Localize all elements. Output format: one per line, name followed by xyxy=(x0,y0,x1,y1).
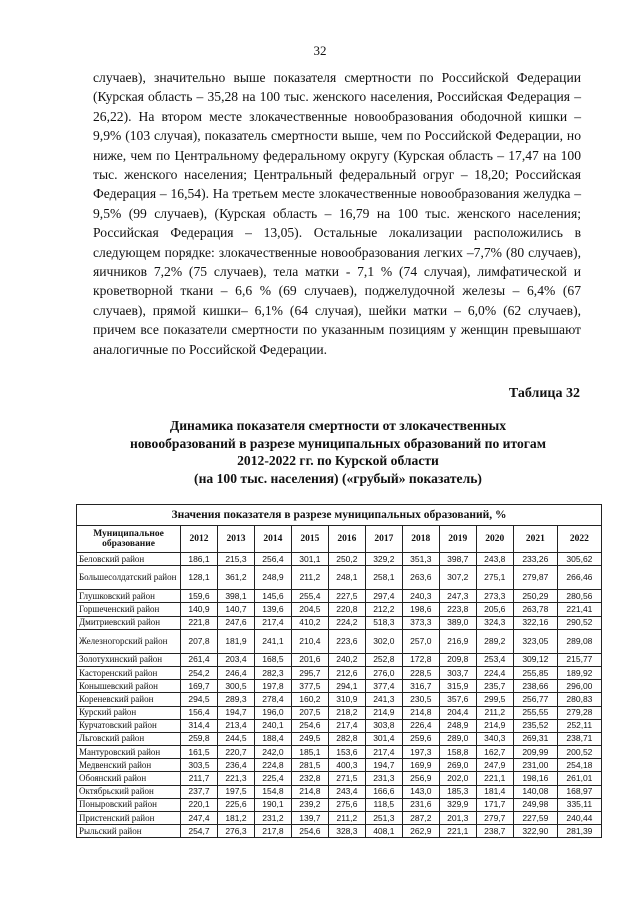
value-cell: 140,08 xyxy=(513,785,557,798)
value-cell: 263,6 xyxy=(402,566,439,590)
value-cell: 197,5 xyxy=(217,785,254,798)
value-cell: 198,16 xyxy=(513,772,557,785)
value-cell: 256,4 xyxy=(254,553,291,566)
table-row xyxy=(77,566,602,590)
value-cell: 194,7 xyxy=(217,706,254,719)
value-cell: 247,6 xyxy=(217,616,254,629)
value-cell: 230,5 xyxy=(402,693,439,706)
value-cell: 224,2 xyxy=(328,616,365,629)
value-cell: 240,44 xyxy=(557,812,601,825)
municipality-name: Мантуровский район xyxy=(77,746,181,759)
municipality-name: Кореневский район xyxy=(77,693,181,706)
value-cell: 221,3 xyxy=(217,772,254,785)
value-cell: 315,9 xyxy=(439,680,476,693)
value-cell: 213,4 xyxy=(217,719,254,732)
municipality-name: Большесолдатский район xyxy=(77,566,181,590)
value-cell: 329,9 xyxy=(439,798,476,811)
value-cell: 247,4 xyxy=(181,812,218,825)
table-row xyxy=(77,785,602,798)
value-cell: 153,6 xyxy=(328,746,365,759)
value-cell: 389,0 xyxy=(439,616,476,629)
value-cell: 232,8 xyxy=(291,772,328,785)
value-cell: 251,3 xyxy=(365,812,402,825)
value-cell: 250,29 xyxy=(513,590,557,603)
value-cell: 247,9 xyxy=(476,759,513,772)
value-cell: 214,9 xyxy=(476,719,513,732)
value-cell: 220,8 xyxy=(328,603,365,616)
value-cell: 217,4 xyxy=(328,719,365,732)
value-cell: 223,8 xyxy=(439,603,476,616)
value-cell: 303,7 xyxy=(439,666,476,679)
table-row xyxy=(77,746,602,759)
value-cell: 181,4 xyxy=(476,785,513,798)
value-cell: 294,5 xyxy=(181,693,218,706)
value-cell: 228,5 xyxy=(402,666,439,679)
municipality-name: Конышевский район xyxy=(77,680,181,693)
value-cell: 239,2 xyxy=(291,798,328,811)
value-cell: 225,4 xyxy=(254,772,291,785)
value-cell: 255,4 xyxy=(291,590,328,603)
value-cell: 215,3 xyxy=(217,553,254,566)
municipality-name: Горшеченский район xyxy=(77,603,181,616)
value-cell: 209,99 xyxy=(513,746,557,759)
table-title-line: 2012-2022 гг. по Курской области xyxy=(237,453,439,468)
value-cell: 240,3 xyxy=(402,590,439,603)
value-cell: 185,1 xyxy=(291,746,328,759)
value-cell: 351,3 xyxy=(402,553,439,566)
value-cell: 289,08 xyxy=(557,629,601,653)
municipality-name: Касторенский район xyxy=(77,666,181,679)
value-cell: 185,3 xyxy=(439,785,476,798)
value-cell: 214,8 xyxy=(402,706,439,719)
value-cell: 220,7 xyxy=(217,746,254,759)
value-cell: 238,66 xyxy=(513,680,557,693)
value-cell: 211,7 xyxy=(181,772,218,785)
value-cell: 299,5 xyxy=(476,693,513,706)
value-cell: 238,7 xyxy=(476,825,513,838)
value-cell: 253,4 xyxy=(476,653,513,666)
mortality-table xyxy=(76,504,602,838)
value-cell: 340,3 xyxy=(476,732,513,745)
value-cell: 254,7 xyxy=(181,825,218,838)
value-cell: 158,8 xyxy=(439,746,476,759)
value-cell: 309,12 xyxy=(513,653,557,666)
value-cell: 235,52 xyxy=(513,719,557,732)
value-cell: 140,9 xyxy=(181,603,218,616)
value-cell: 254,6 xyxy=(291,719,328,732)
value-cell: 217,8 xyxy=(254,825,291,838)
value-cell: 301,4 xyxy=(365,732,402,745)
table-row xyxy=(77,666,602,679)
value-cell: 169,9 xyxy=(402,759,439,772)
value-cell: 211,2 xyxy=(291,566,328,590)
value-cell: 221,41 xyxy=(557,603,601,616)
value-cell: 205,6 xyxy=(476,603,513,616)
column-header-year: 2014 xyxy=(254,526,291,553)
column-header-year: 2022 xyxy=(557,526,601,553)
value-cell: 256,9 xyxy=(402,772,439,785)
value-cell: 211,2 xyxy=(476,706,513,719)
value-cell: 254,6 xyxy=(291,825,328,838)
value-cell: 255,55 xyxy=(513,706,557,719)
value-cell: 227,59 xyxy=(513,812,557,825)
body-paragraph: случаев), значительно выше показателя смертности по Российской Федерации (Курская область – 35,28 на 100 тыс. женского населения, Российская Федерация – 26,22). На втором месте злокачественные новообразования ободочной кишки – 9,9% (103 случая), показатель смертности выше, чем по Российской Федерации, но ниже, чем по Центральному федеральному округу (Курская область – 17,47 на 100 тыс. женского населения; Центральный федеральный огруг – 18,20; Российская Федерация – 16,54). На третьем месте злокачественные новообразования желудка – 9,5% (99 случаев), (Курская область – 16,79 на 100 тыс. женского населения; Российская Федерация – 13,05). Остальные локализации расположились в следующем порядке: злокачественные новообразования легких –7,7% (80 случаев), яичников 7,2% (75 случаев), тела матки - 7,1 % (74 случая), лимфатической и кроветворной ткани – 6,6 % (69 случаев), поджелудочной железы – 6,4% (67 случаев), прямой кишки– 6,1% (64 случая), шейки матки – 6,0% (62 случаев), причем все показатели смертности по указанным позициям у женщин превышают аналогичные по Российской Федерации. xyxy=(93,70,581,357)
value-cell: 295,7 xyxy=(291,666,328,679)
value-cell: 168,97 xyxy=(557,785,601,798)
value-cell: 171,7 xyxy=(476,798,513,811)
value-cell: 241,3 xyxy=(365,693,402,706)
value-cell: 201,3 xyxy=(439,812,476,825)
municipality-name: Беловский район xyxy=(77,553,181,566)
value-cell: 143,0 xyxy=(402,785,439,798)
value-cell: 181,2 xyxy=(217,812,254,825)
table-title xyxy=(95,417,581,487)
value-cell: 200,52 xyxy=(557,746,601,759)
table-title-line: (на 100 тыс. населения) («грубый» показатель) xyxy=(194,470,482,486)
value-cell: 408,1 xyxy=(365,825,402,838)
column-header-year: 2013 xyxy=(217,526,254,553)
table-row xyxy=(77,653,602,666)
value-cell: 210,4 xyxy=(291,629,328,653)
value-cell: 172,8 xyxy=(402,653,439,666)
table-group-header: Значения показателя в разрезе муниципальных образований, % xyxy=(77,505,602,526)
value-cell: 231,2 xyxy=(254,812,291,825)
value-cell: 282,8 xyxy=(328,732,365,745)
value-cell: 281,39 xyxy=(557,825,601,838)
municipality-name: Глушковский район xyxy=(77,590,181,603)
value-cell: 287,2 xyxy=(402,812,439,825)
value-cell: 188,4 xyxy=(254,732,291,745)
value-cell: 377,5 xyxy=(291,680,328,693)
value-cell: 279,7 xyxy=(476,812,513,825)
value-cell: 275,1 xyxy=(476,566,513,590)
value-cell: 377,4 xyxy=(365,680,402,693)
value-cell: 214,9 xyxy=(365,706,402,719)
value-cell: 518,3 xyxy=(365,616,402,629)
value-cell: 224,4 xyxy=(476,666,513,679)
value-cell: 145,6 xyxy=(254,590,291,603)
value-cell: 252,8 xyxy=(365,653,402,666)
value-cell: 301,1 xyxy=(291,553,328,566)
value-cell: 201,6 xyxy=(291,653,328,666)
table-row xyxy=(77,553,602,566)
value-cell: 398,1 xyxy=(217,590,254,603)
value-cell: 218,2 xyxy=(328,706,365,719)
value-cell: 247,3 xyxy=(439,590,476,603)
value-cell: 166,6 xyxy=(365,785,402,798)
value-cell: 324,3 xyxy=(476,616,513,629)
value-cell: 196,0 xyxy=(254,706,291,719)
value-cell: 261,4 xyxy=(181,653,218,666)
value-cell: 361,2 xyxy=(217,566,254,590)
table-row xyxy=(77,629,602,653)
value-cell: 220,1 xyxy=(181,798,218,811)
value-cell: 224,8 xyxy=(254,759,291,772)
value-cell: 217,4 xyxy=(254,616,291,629)
value-cell: 231,00 xyxy=(513,759,557,772)
value-cell: 244,5 xyxy=(217,732,254,745)
value-cell: 276,0 xyxy=(365,666,402,679)
table-row xyxy=(77,616,602,629)
value-cell: 357,6 xyxy=(439,693,476,706)
value-cell: 329,2 xyxy=(365,553,402,566)
value-cell: 273,3 xyxy=(476,590,513,603)
municipality-name: Курчатовский район xyxy=(77,719,181,732)
municipality-name: Поныровский район xyxy=(77,798,181,811)
value-cell: 252,11 xyxy=(557,719,601,732)
value-cell: 181,9 xyxy=(217,629,254,653)
municipality-name: Золотухинский район xyxy=(77,653,181,666)
value-cell: 249,98 xyxy=(513,798,557,811)
municipality-name: Дмитриевский район xyxy=(77,616,181,629)
municipality-name: Октябрьский район xyxy=(77,785,181,798)
value-cell: 140,7 xyxy=(217,603,254,616)
value-cell: 275,6 xyxy=(328,798,365,811)
value-cell: 169,7 xyxy=(181,680,218,693)
value-cell: 323,05 xyxy=(513,629,557,653)
value-cell: 139,6 xyxy=(254,603,291,616)
value-cell: 254,2 xyxy=(181,666,218,679)
value-cell: 221,1 xyxy=(439,825,476,838)
table-label: Таблица 32 xyxy=(508,386,580,401)
value-cell: 266,46 xyxy=(557,566,601,590)
value-cell: 259,8 xyxy=(181,732,218,745)
value-cell: 231,3 xyxy=(365,772,402,785)
value-cell: 231,6 xyxy=(402,798,439,811)
table-title-line: Динамика показателя смертности от злокачественных xyxy=(169,418,507,433)
value-cell: 400,3 xyxy=(328,759,365,772)
value-cell: 221,1 xyxy=(476,772,513,785)
value-cell: 248,1 xyxy=(328,566,365,590)
value-cell: 290,52 xyxy=(557,616,601,629)
value-cell: 279,28 xyxy=(557,706,601,719)
value-cell: 238,71 xyxy=(557,732,601,745)
value-cell: 276,3 xyxy=(217,825,254,838)
value-cell: 207,5 xyxy=(291,706,328,719)
value-cell: 280,83 xyxy=(557,693,601,706)
table-row xyxy=(77,693,602,706)
value-cell: 257,0 xyxy=(402,629,439,653)
table-row xyxy=(77,812,602,825)
value-cell: 226,4 xyxy=(402,719,439,732)
table-row xyxy=(77,680,602,693)
value-cell: 197,8 xyxy=(254,680,291,693)
value-cell: 204,4 xyxy=(439,706,476,719)
value-cell: 269,0 xyxy=(439,759,476,772)
value-cell: 248,9 xyxy=(254,566,291,590)
municipality-name: Льговский район xyxy=(77,732,181,745)
value-cell: 235,7 xyxy=(476,680,513,693)
value-cell: 212,2 xyxy=(365,603,402,616)
value-cell: 307,2 xyxy=(439,566,476,590)
value-cell: 243,8 xyxy=(476,553,513,566)
value-cell: 302,0 xyxy=(365,629,402,653)
value-cell: 248,9 xyxy=(439,719,476,732)
value-cell: 289,0 xyxy=(439,732,476,745)
value-cell: 258,1 xyxy=(365,566,402,590)
value-cell: 300,5 xyxy=(217,680,254,693)
municipality-name: Железногорский район xyxy=(77,629,181,653)
value-cell: 217,4 xyxy=(365,746,402,759)
value-cell: 398,7 xyxy=(439,553,476,566)
value-cell: 215,77 xyxy=(557,653,601,666)
value-cell: 203,4 xyxy=(217,653,254,666)
column-header-year: 2019 xyxy=(439,526,476,553)
table-row xyxy=(77,798,602,811)
value-cell: 303,8 xyxy=(365,719,402,732)
value-cell: 263,78 xyxy=(513,603,557,616)
value-cell: 227,5 xyxy=(328,590,365,603)
column-header-year: 2015 xyxy=(291,526,328,553)
value-cell: 261,01 xyxy=(557,772,601,785)
value-cell: 159,6 xyxy=(181,590,218,603)
value-cell: 279,87 xyxy=(513,566,557,590)
value-cell: 262,9 xyxy=(402,825,439,838)
value-cell: 225,6 xyxy=(217,798,254,811)
column-header-year: 2020 xyxy=(476,526,513,553)
value-cell: 243,4 xyxy=(328,785,365,798)
value-cell: 156,4 xyxy=(181,706,218,719)
table-row xyxy=(77,772,602,785)
value-cell: 209,8 xyxy=(439,653,476,666)
value-cell: 118,5 xyxy=(365,798,402,811)
value-cell: 194,7 xyxy=(365,759,402,772)
value-cell: 240,1 xyxy=(254,719,291,732)
value-cell: 256,77 xyxy=(513,693,557,706)
column-header-year: 2021 xyxy=(513,526,557,553)
value-cell: 246,4 xyxy=(217,666,254,679)
table-row xyxy=(77,719,602,732)
value-cell: 322,90 xyxy=(513,825,557,838)
value-cell: 373,3 xyxy=(402,616,439,629)
table-body xyxy=(77,553,602,838)
value-cell: 211,2 xyxy=(328,812,365,825)
value-cell: 160,2 xyxy=(291,693,328,706)
value-cell: 250,2 xyxy=(328,553,365,566)
value-cell: 161,5 xyxy=(181,746,218,759)
municipality-name: Курский район xyxy=(77,706,181,719)
column-header-year: 2016 xyxy=(328,526,365,553)
table-row xyxy=(77,732,602,745)
value-cell: 223,6 xyxy=(328,629,365,653)
value-cell: 310,9 xyxy=(328,693,365,706)
value-cell: 255,85 xyxy=(513,666,557,679)
value-cell: 269,31 xyxy=(513,732,557,745)
value-cell: 204,5 xyxy=(291,603,328,616)
value-cell: 335,11 xyxy=(557,798,601,811)
page-number: 32 xyxy=(313,43,327,58)
value-cell: 289,2 xyxy=(476,629,513,653)
value-cell: 168,5 xyxy=(254,653,291,666)
column-header-year: 2018 xyxy=(402,526,439,553)
value-cell: 254,18 xyxy=(557,759,601,772)
municipality-name: Обоянский район xyxy=(77,772,181,785)
value-cell: 242,0 xyxy=(254,746,291,759)
value-cell: 297,4 xyxy=(365,590,402,603)
value-cell: 202,0 xyxy=(439,772,476,785)
value-cell: 198,6 xyxy=(402,603,439,616)
value-cell: 236,4 xyxy=(217,759,254,772)
value-cell: 259,6 xyxy=(402,732,439,745)
municipality-name: Пристенский район xyxy=(77,812,181,825)
value-cell: 186,1 xyxy=(181,553,218,566)
value-cell: 303,5 xyxy=(181,759,218,772)
table-row xyxy=(77,825,602,838)
value-cell: 197,3 xyxy=(402,746,439,759)
table-row xyxy=(77,759,602,772)
value-cell: 305,62 xyxy=(557,553,601,566)
value-cell: 314,4 xyxy=(181,719,218,732)
value-cell: 221,8 xyxy=(181,616,218,629)
value-cell: 214,8 xyxy=(291,785,328,798)
value-cell: 410,2 xyxy=(291,616,328,629)
value-cell: 233,26 xyxy=(513,553,557,566)
value-cell: 240,2 xyxy=(328,653,365,666)
column-header-year: 2017 xyxy=(365,526,402,553)
value-cell: 322,16 xyxy=(513,616,557,629)
table-row xyxy=(77,603,602,616)
column-header-municipality: Муниципальное образование xyxy=(77,526,181,553)
table-row xyxy=(77,706,602,719)
value-cell: 207,8 xyxy=(181,629,218,653)
table-row xyxy=(77,590,602,603)
value-cell: 328,3 xyxy=(328,825,365,838)
value-cell: 139,7 xyxy=(291,812,328,825)
value-cell: 278,4 xyxy=(254,693,291,706)
value-cell: 271,5 xyxy=(328,772,365,785)
value-cell: 216,9 xyxy=(439,629,476,653)
value-cell: 289,3 xyxy=(217,693,254,706)
value-cell: 162,7 xyxy=(476,746,513,759)
value-cell: 237,7 xyxy=(181,785,218,798)
value-cell: 241,1 xyxy=(254,629,291,653)
value-cell: 189,92 xyxy=(557,666,601,679)
value-cell: 280,56 xyxy=(557,590,601,603)
value-cell: 281,5 xyxy=(291,759,328,772)
value-cell: 212,6 xyxy=(328,666,365,679)
value-cell: 294,1 xyxy=(328,680,365,693)
value-cell: 154,8 xyxy=(254,785,291,798)
value-cell: 282,3 xyxy=(254,666,291,679)
value-cell: 296,00 xyxy=(557,680,601,693)
value-cell: 249,5 xyxy=(291,732,328,745)
municipality-name: Медвенский район xyxy=(77,759,181,772)
value-cell: 190,1 xyxy=(254,798,291,811)
municipality-name: Рыльский район xyxy=(77,825,181,838)
table-title-line: новообразований в разрезе муниципальных образований по итогам xyxy=(129,435,546,451)
value-cell: 128,1 xyxy=(181,566,218,590)
value-cell: 316,7 xyxy=(402,680,439,693)
column-header-year: 2012 xyxy=(181,526,218,553)
